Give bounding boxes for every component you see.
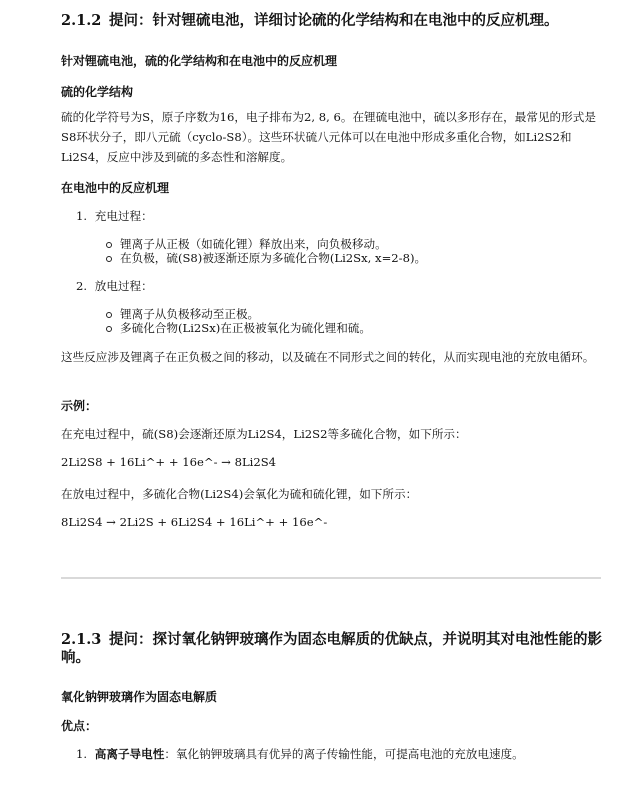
- list-number: 1.: [76, 209, 88, 223]
- section-title: 提问：针对锂硫电池，详细讨论硫的化学结构和在电池中的反应机理。: [109, 12, 559, 29]
- section-number: 2.1.3: [61, 631, 102, 648]
- glass-electrolyte-heading: 氧化钠钾玻璃作为固态电解质: [61, 690, 218, 704]
- list-number: 2.: [76, 279, 88, 293]
- example-discharge-equation: 8Li2S4 → 2Li2S + 6Li2S4 + 16Li^+ + 16e^-: [61, 515, 328, 529]
- intro-heading: 针对锂硫电池，硫的化学结构和在电池中的反应机理: [61, 54, 338, 68]
- charge-list-item: [76, 208, 153, 224]
- discharge-list-item: [76, 278, 153, 294]
- structure-heading: 硫的化学结构: [61, 85, 134, 99]
- mechanism-heading: 在电池中的反应机理: [61, 181, 170, 195]
- structure-paragraph: 硫的化学符号为S，原子序数为16，电子排布为2, 8, 6。在锂硫电池中，硫以多形存在，最常见的形式是S8环状分子，即八元硫（cyclo-S8）。这些环状硫八元体可以在电池中形成多重化合物，如Li2S2和Li2S4，反应中涉及到硫的多态性和溶解度。: [61, 110, 596, 164]
- charge-label: 充电过程：: [94, 209, 153, 223]
- section-2-1-3-heading: [61, 628, 602, 649]
- section-title-line-2: 响。: [61, 649, 90, 666]
- section-divider: [61, 577, 601, 579]
- example-charge-text: 在充电过程中，硫(S8)会逐渐还原为Li2S4，Li2S2等多硫化合物，如下所示：: [61, 427, 467, 441]
- section-number: 2.1.2: [61, 12, 102, 29]
- list-number: 1.: [76, 747, 88, 761]
- example-heading: 示例：: [61, 399, 98, 413]
- section-title-line-1: 提问：探讨氧化钠钾玻璃作为固态电解质的优缺点，并说明其对电池性能的影: [109, 631, 602, 648]
- discharge-bullet-1: 锂离子从负极移动至正极。: [120, 307, 260, 321]
- advantage-label: 高离子导电性: [94, 747, 165, 761]
- charge-bullet-2: 在负极，硫(S8)被逐渐还原为多硫化合物(Li2Sx, x=2-8)。: [120, 251, 427, 265]
- summary-paragraph: 这些反应涉及锂离子在正负极之间的移动，以及硫在不同形式之间的转化，从而实现电池的充放电循环。: [61, 350, 595, 364]
- discharge-bullet-2: 多硫化合物(Li2Sx)在正极被氧化为硫化锂和硫。: [120, 321, 371, 335]
- example-discharge-text: 在放电过程中，多硫化合物(Li2S4)会氧化为硫和硫化锂，如下所示：: [61, 487, 418, 501]
- example-charge-equation: 2Li2S8 + 16Li^+ + 16e^- → 8Li2S4: [61, 455, 277, 469]
- discharge-label: 放电过程：: [94, 279, 153, 293]
- advantage-list-item: [76, 746, 524, 762]
- advantages-heading: 优点：: [61, 719, 98, 733]
- advantage-text: ：氧化钠钾玻璃具有优异的离子传输性能，可提高电池的充放电速度。: [164, 747, 524, 761]
- section-2-1-2-heading: [61, 9, 559, 30]
- charge-bullet-1: 锂离子从正极（如硫化锂）释放出来，向负极移动。: [120, 237, 387, 251]
